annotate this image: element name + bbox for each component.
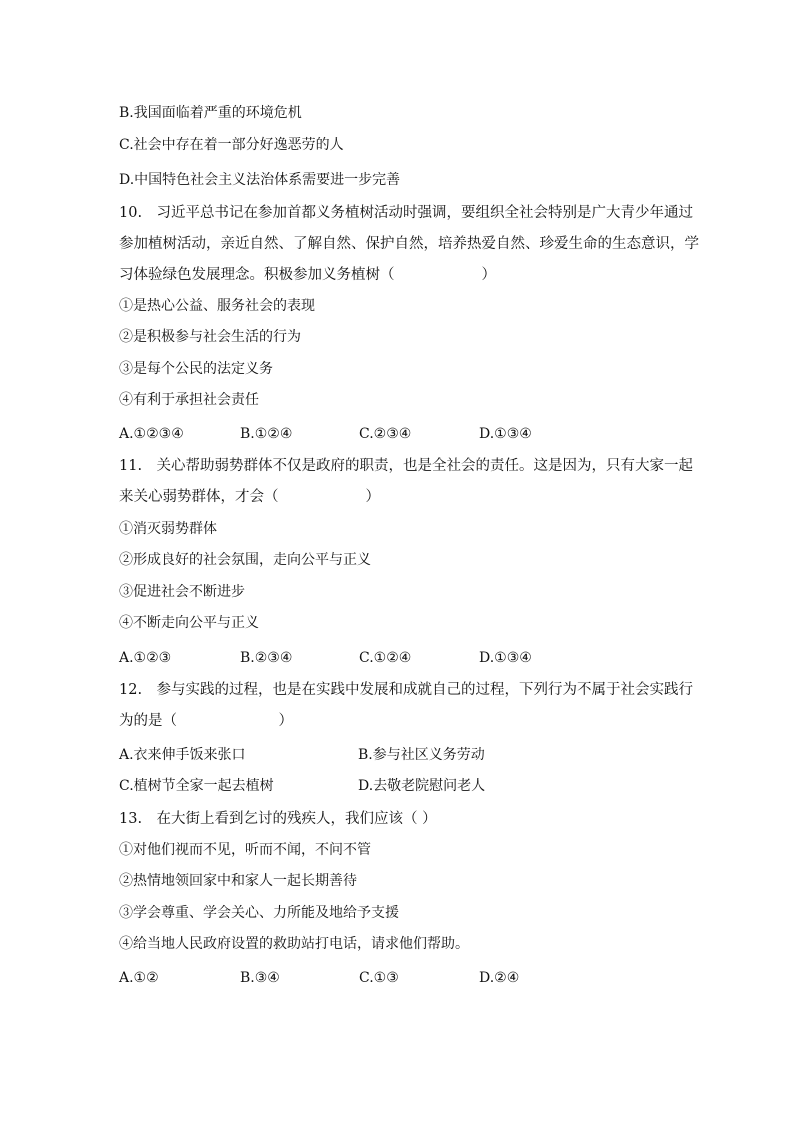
q13-choice-c: C.①③ — [359, 970, 399, 986]
q13-choice-a: A.①② — [119, 970, 159, 986]
q10-stem-line-3: 习体验绿色发展理念。积极参加义务植树（ ） — [119, 267, 496, 283]
q13-statement-3: ③学会尊重、学会关心、力所能及地给予支援 — [119, 905, 399, 921]
q11-stem-line-1: 11. 关心帮助弱势群体不仅是政府的职责，也是全社会的责任。这是因为，只有大家一起 — [119, 458, 694, 474]
q10-choices — [119, 424, 679, 444]
q11-choice-c: C.①②④ — [359, 650, 412, 666]
q13-choice-b: B.③④ — [240, 970, 280, 986]
q12-choices-row-2 — [119, 776, 679, 796]
q12-choice-d: D.去敬老院慰问老人 — [358, 778, 486, 794]
q10-choice-d: D.①③④ — [479, 426, 532, 442]
q11-choice-a: A.①②③ — [119, 650, 172, 666]
q12-choice-b: B.参与社区义务劳动 — [358, 747, 485, 763]
q12-choice-a: A.衣来伸手饭来张口 — [119, 747, 246, 763]
q13-choice-d: D.②④ — [479, 970, 520, 986]
q11-choice-d: D.①③④ — [479, 650, 532, 666]
q12-stem-line-1: 12. 参与实践的过程，也是在实践中发展和成就自己的过程，下列行为不属于社会实践行 — [119, 682, 694, 698]
q10-statement-1: ①是热心公益、服务社会的表现 — [119, 298, 315, 314]
q11-stem-line-2: 来关心弱势群体，才会（ ） — [119, 489, 380, 505]
q12-stem-line-2: 为的是（ ） — [119, 713, 293, 729]
q13-statement-4: ④给当地人民政府设置的救助站打电话，请求他们帮助。 — [119, 936, 469, 952]
q13-stem-line-1: 13. 在大街上看到乞讨的残疾人，我们应该（ ） — [119, 811, 437, 827]
q10-statement-3: ③是每个公民的法定义务 — [119, 361, 273, 377]
q9-option-b: B.我国面临着严重的环境危机 — [119, 105, 302, 121]
q10-choice-a: A.①②③④ — [119, 426, 184, 442]
q13-statement-1: ①对他们视而不见，听而不闻，不问不管 — [119, 842, 371, 858]
q10-choice-b: B.①②④ — [240, 426, 293, 442]
q11-choices — [119, 648, 679, 668]
q12-choice-c: C.植树节全家一起去植树 — [119, 778, 274, 794]
q10-statement-2: ②是积极参与社会生活的行为 — [119, 329, 301, 345]
q10-stem-line-1: 10. 习近平总书记在参加首都义务植树活动时强调，要组织全社会特别是广大青少年通过 — [119, 205, 694, 221]
q11-statement-2: ②形成良好的社会氛围，走向公平与正义 — [119, 552, 371, 568]
q11-statement-1: ①消灭弱势群体 — [119, 521, 217, 537]
q11-statement-3: ③促进社会不断进步 — [119, 584, 245, 600]
q10-choice-c: C.②③④ — [359, 426, 412, 442]
q10-stem-line-2: 参加植树活动，亲近自然、了解自然、保护自然，培养热爱自然、珍爱生命的生态意识，学 — [119, 236, 699, 252]
q11-statement-4: ④不断走向公平与正义 — [119, 615, 259, 631]
q13-statement-2: ②热情地领回家中和家人一起长期善待 — [119, 873, 357, 889]
q12-choices-row-1 — [119, 745, 679, 765]
q9-option-d: D.中国特色社会主义法治体系需要进一步完善 — [119, 172, 401, 188]
q13-choices — [119, 968, 679, 988]
q10-statement-4: ④有利于承担社会责任 — [119, 392, 259, 408]
q11-choice-b: B.②③④ — [240, 650, 293, 666]
q9-option-c: C.社会中存在着一部分好逸恶劳的人 — [119, 137, 344, 153]
